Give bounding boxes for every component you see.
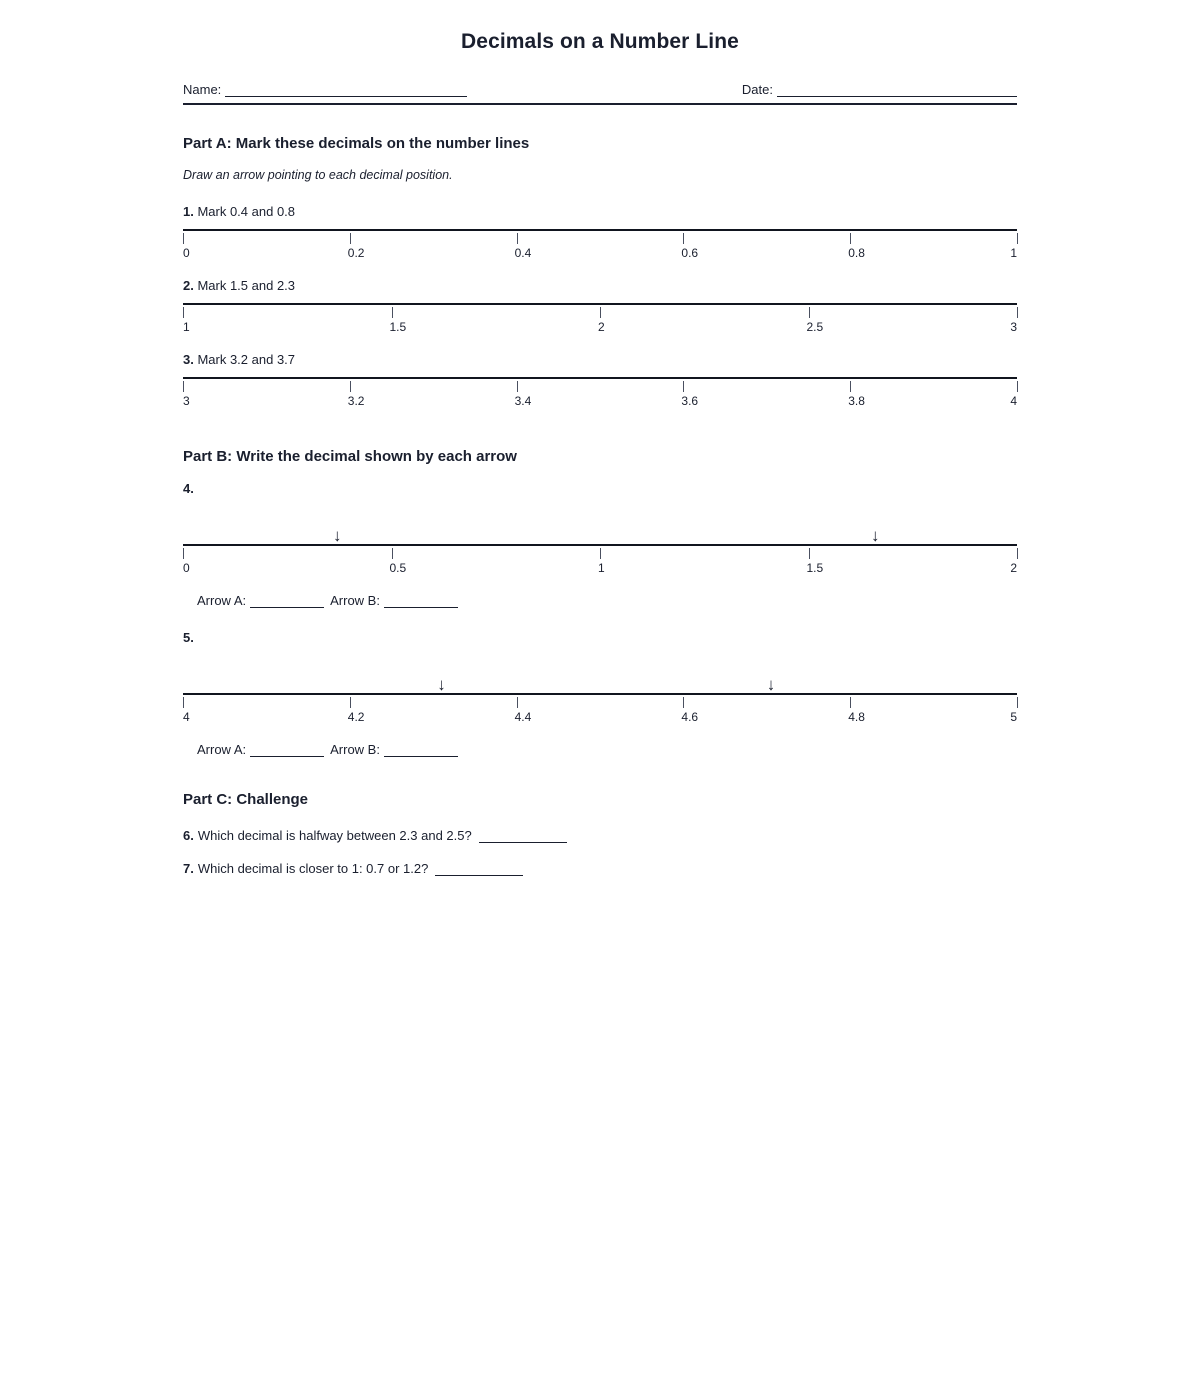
tick-mark [1017,697,1018,708]
question-prompt-1 [183,204,1017,219]
question-text-1: Mark 0.4 and 0.8 [193,204,296,219]
page-title: Decimals on a Number Line [461,30,739,53]
part-c-questions [183,828,1017,876]
part-b-heading: Part B: Write the decimal shown by each arrow [183,448,517,465]
arrow-answers-5 [197,742,1017,757]
tick-mark [683,381,684,392]
tick-mark [1017,233,1018,244]
tick-mark [183,548,184,559]
tick-mark [517,697,518,708]
tick-label: 0.8 [848,246,865,260]
date-field-group [742,82,1017,97]
tick-label: 0.6 [681,246,699,260]
question-number-4: 4. [183,481,194,496]
number-line-labels [183,246,1017,264]
tick-mark [183,307,184,318]
arrow-b-label: Arrow B: [330,742,380,757]
question-text-7: Which decimal is closer to 1: 0.7 or 1.2? [197,861,429,876]
tick-label: 4.6 [681,710,699,724]
question-number-3: 3. [183,352,194,367]
tick-label: 1 [598,561,605,575]
tick-label: 0 [183,246,190,260]
spacer [183,608,1017,612]
name-input-blank[interactable] [225,84,467,97]
tick-label: 4.2 [347,710,365,724]
tick-mark [1017,307,1018,318]
tick-label: 3 [183,394,190,408]
name-date-row [183,82,1017,97]
question-number-5: 5. [183,630,194,645]
arrow-answers-4 [197,593,1017,608]
tick-label: 3.8 [848,394,865,408]
question-number-1: 1. [183,204,194,219]
question-prompt-5 [183,630,1017,645]
arrow-down-icon-a: ↓ [437,675,446,694]
tick-mark [183,233,184,244]
arrow-down-icon-b: ↓ [766,675,776,694]
number-line-2[interactable] [183,303,1017,338]
question-text-2: Mark 1.5 and 2.3 [193,278,296,293]
tick-label: 4 [183,710,190,724]
tick-label: 1 [1010,246,1017,260]
tick-mark [517,233,518,244]
tick-label: 4.8 [848,710,865,724]
number-line-1[interactable] [183,229,1017,264]
arrow-b-label: Arrow B: [330,593,380,608]
tick-label: 3.2 [347,394,365,408]
number-line-ticks [183,546,1017,561]
answer-blank-6[interactable] [479,830,567,843]
question-text-3: Mark 3.2 and 3.7 [193,352,296,367]
tick-label: 4.4 [514,710,532,724]
tick-mark [683,233,684,244]
part-a-questions [183,204,1017,412]
part-a-instruction: Draw an arrow pointing to each decimal position. [183,168,453,182]
worksheet-page [183,0,1017,876]
tick-label: 0.5 [389,561,407,575]
arrow-a-label: Arrow A: [197,742,247,757]
date-label: Date: [741,82,773,97]
part-b-questions [183,481,1017,757]
number-line-labels [183,320,1017,338]
name-field-group [183,82,467,97]
question-prompt-3 [183,352,1017,367]
number-line-arrows [183,506,1017,544]
question-number-6: 6. [183,828,194,843]
number-line-labels [183,561,1017,579]
tick-mark [350,381,351,392]
number-line-arrows [183,655,1017,693]
arrow-a-answer-blank[interactable] [250,595,324,608]
number-line-labels [183,710,1017,728]
number-line-ticks [183,379,1017,394]
tick-mark [183,381,184,392]
tick-label: 3.4 [514,394,532,408]
tick-label: 2 [598,320,605,334]
number-line-ticks [183,231,1017,246]
question-text-6: Which decimal is halfway between 2.3 and 2.5? [197,828,472,843]
tick-mark [350,233,351,244]
tick-label: 2 [1010,561,1017,575]
tick-mark [350,697,351,708]
date-input-blank[interactable] [777,84,1017,97]
arrow-b-answer-blank[interactable] [384,744,458,757]
tick-mark [809,548,810,559]
part-a-heading: Part A: Mark these decimals on the number lines [183,135,530,152]
question-number-7: 7. [183,861,194,876]
tick-mark [392,307,393,318]
tick-label: 3 [1010,320,1017,334]
tick-mark [850,381,851,392]
arrow-b-answer-blank[interactable] [384,595,458,608]
question-prompt-4 [183,481,1017,496]
tick-label: 3.6 [681,394,699,408]
tick-label: 0 [183,561,190,575]
tick-label: 1.5 [389,320,407,334]
tick-mark [1017,548,1018,559]
number-line-ticks [183,695,1017,710]
number-line-5[interactable] [183,655,1017,728]
tick-mark [850,697,851,708]
header-divider [183,103,1017,105]
arrow-down-icon-b: ↓ [870,526,880,545]
challenge-question-6 [183,828,1017,843]
tick-label: 1.5 [806,561,824,575]
tick-mark [183,697,184,708]
tick-mark [392,548,393,559]
tick-mark [809,307,810,318]
tick-label: 5 [1010,710,1017,724]
tick-mark [600,548,601,559]
tick-label: 1 [183,320,190,334]
tick-mark [683,697,684,708]
number-line-ticks [183,305,1017,320]
question-prompt-2 [183,278,1017,293]
part-c-heading: Part C: Challenge [183,791,309,808]
tick-mark [1017,381,1018,392]
tick-mark [850,233,851,244]
number-line-labels [183,394,1017,412]
arrow-down-icon-a: ↓ [333,526,342,545]
arrow-a-answer-blank[interactable] [250,744,324,757]
challenge-question-7 [183,861,1017,876]
arrow-a-label: Arrow A: [197,593,247,608]
name-label: Name: [183,82,222,97]
tick-label: 4 [1010,394,1017,408]
tick-mark [600,307,601,318]
tick-mark [517,381,518,392]
tick-label: 0.4 [514,246,532,260]
tick-label: 0.2 [347,246,365,260]
question-number-2: 2. [183,278,194,293]
answer-blank-7[interactable] [435,863,523,876]
number-line-4[interactable] [183,506,1017,579]
tick-label: 2.5 [806,320,824,334]
number-line-3[interactable] [183,377,1017,412]
